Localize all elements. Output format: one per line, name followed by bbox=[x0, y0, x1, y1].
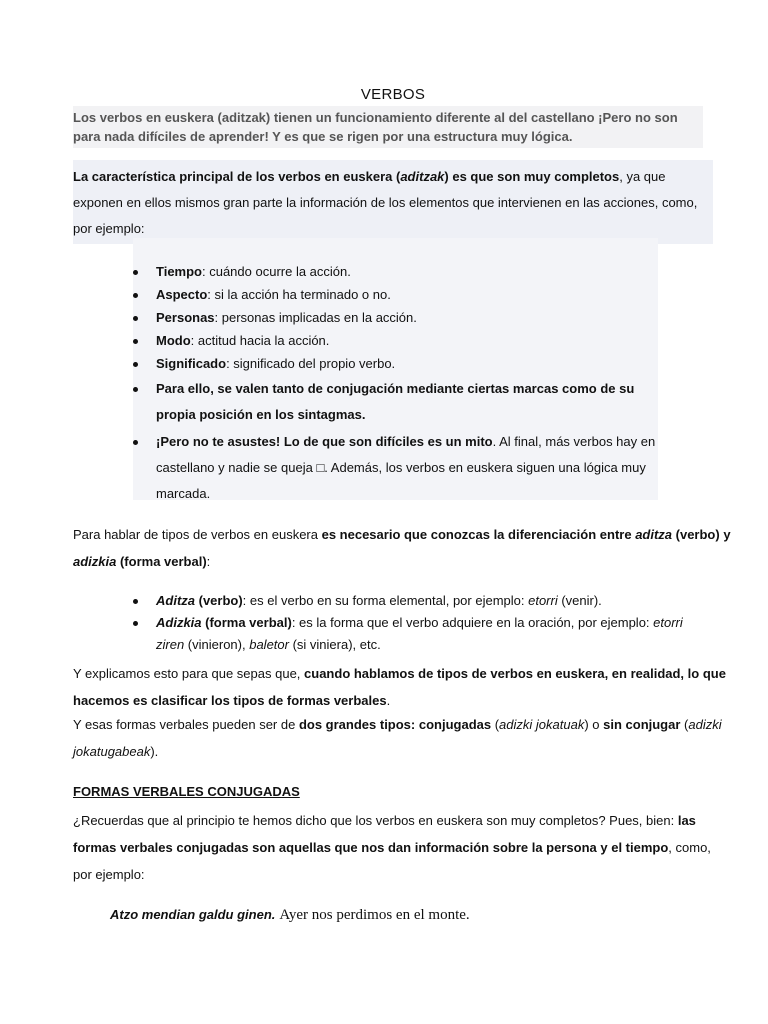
types-intro-bold-2: (verbo) y bbox=[672, 527, 731, 542]
types-intro-paragraph bbox=[73, 521, 733, 575]
definition-text: : es la forma que el verbo adquiere en la oración, por ejemplo: bbox=[291, 615, 654, 630]
conjugated-text: ¿Recuerdas que al principio te hemos dicho que los verbos en euskera son muy completos? Pues, bien: bbox=[73, 813, 678, 828]
definition-example: etorri ziren bbox=[156, 615, 683, 652]
features-list bbox=[133, 260, 658, 507]
two-types-paragraph bbox=[73, 711, 728, 765]
term-adizki-jokatuak: adizki jokatuak bbox=[499, 717, 585, 732]
characteristic-bold-2: ) es que son muy completos bbox=[444, 169, 620, 184]
list-item bbox=[133, 428, 658, 507]
conjugated-bold: las formas verbales conjugadas son aquellas que nos dan información sobre la persona y el tiempo bbox=[73, 813, 696, 855]
list-item bbox=[133, 283, 658, 306]
definition-translation: (venir). bbox=[557, 593, 602, 608]
definition-term: Aditza bbox=[156, 593, 195, 608]
two-types-text: Y esas formas verbales pueden ser de bbox=[73, 717, 299, 732]
definition-label: (verbo) bbox=[195, 593, 243, 608]
types-intro-bold: es necesario que conozcas la diferenciación entre bbox=[321, 527, 636, 542]
feature-text: : personas implicadas en la acción. bbox=[214, 310, 417, 325]
term-aditzak: aditzak bbox=[400, 169, 445, 184]
term-adizki-jokatugabeak: adizki jokatugabeak bbox=[73, 717, 722, 759]
feature-term: Significado bbox=[156, 356, 227, 371]
feature-text: : si la acción ha terminado o no. bbox=[207, 287, 391, 302]
feature-text: : actitud hacia la acción. bbox=[190, 333, 330, 348]
two-types-bold: dos grandes tipos: conjugadas bbox=[298, 717, 492, 732]
term-adizkia: adizkia bbox=[73, 554, 117, 569]
types-intro-bold-3: (forma verbal) bbox=[116, 554, 207, 569]
list-item bbox=[133, 260, 658, 283]
feature-note-1: Para ello, se valen tanto de conjugación mediante ciertas marcas como de su propia posición en los sintagmas. bbox=[156, 381, 635, 422]
example-dot: . bbox=[271, 907, 276, 922]
paren-close: ). bbox=[150, 744, 159, 759]
characteristic-paragraph bbox=[73, 160, 713, 244]
two-types-or: ) o bbox=[584, 717, 604, 732]
definition-label: (forma verbal) bbox=[201, 615, 292, 630]
feature-text: : significado del propio verbo. bbox=[226, 356, 396, 371]
list-item bbox=[133, 329, 658, 352]
explain-text: Y explicamos esto para que sepas que, bbox=[73, 666, 305, 681]
definition-term: Adizkia bbox=[156, 615, 202, 630]
explain-paragraph bbox=[73, 660, 733, 714]
feature-text: : cuándo ocurre la acción. bbox=[202, 264, 351, 279]
features-box bbox=[133, 238, 658, 500]
list-item bbox=[133, 352, 658, 375]
feature-term: Modo bbox=[156, 333, 191, 348]
section-heading: FORMAS VERBALES CONJUGADAS bbox=[73, 784, 300, 799]
paren-open-2: ( bbox=[680, 717, 689, 732]
example-sentence bbox=[110, 906, 470, 924]
characteristic-bold-1: La característica principal de los verbos en euskera ( bbox=[73, 169, 401, 184]
definitions-list bbox=[133, 590, 693, 656]
list-item bbox=[133, 612, 693, 656]
definition-text: : es el verbo en su forma elemental, por ejemplo: bbox=[242, 593, 529, 608]
types-intro-text: Para hablar de tipos de verbos en euskera bbox=[73, 527, 322, 542]
types-intro-colon: : bbox=[206, 554, 211, 569]
definition-example: etorri bbox=[528, 593, 558, 608]
list-item bbox=[133, 590, 693, 612]
conjugated-paragraph bbox=[73, 807, 723, 888]
term-aditza: aditza bbox=[635, 527, 673, 542]
example-basque: Atzo mendian galdu ginen bbox=[110, 907, 272, 922]
definition-translation-2: (si viniera), etc. bbox=[288, 637, 381, 652]
intro-paragraph: Los verbos en euskera (aditzak) tienen un funcionamiento diferente al del castellano ¡Pero no son para nada difíciles de aprender! Y es que se rigen por una estructura muy lógica. bbox=[73, 106, 703, 148]
feature-term: Tiempo bbox=[156, 264, 202, 279]
definition-translation: (vinieron), bbox=[184, 637, 250, 652]
feature-term: Aspecto bbox=[156, 287, 208, 302]
list-item bbox=[133, 306, 658, 329]
paren-open: ( bbox=[491, 717, 500, 732]
explain-period: . bbox=[386, 693, 391, 708]
conjugated-text-2: , como, por ejemplo: bbox=[73, 840, 711, 882]
example-spanish: Ayer nos perdimos en el monte. bbox=[279, 907, 470, 923]
feature-note-2-bold: ¡Pero no te asustes! Lo de que son difíciles es un mito bbox=[156, 434, 493, 449]
explain-bold: cuando hablamos de tipos de verbos en euskera, en realidad, lo que hacemos es clasificar los tipos de formas verbales bbox=[73, 666, 726, 708]
page-title: VERBOS bbox=[360, 86, 426, 103]
characteristic-text: , ya que exponen en ellos mismos gran parte la información de los elementos que intervienen en las acciones, como, por ejemplo: bbox=[73, 169, 698, 236]
feature-note-2-text: . Al final, más verbos hay en castellano y nadie se queja □. Además, los verbos en euskera siguen una lógica muy marcada. bbox=[156, 434, 656, 501]
two-types-bold-2: sin conjugar bbox=[603, 717, 681, 732]
list-item bbox=[133, 375, 658, 428]
feature-term: Personas bbox=[156, 310, 215, 325]
definition-example-2: baletor bbox=[249, 637, 289, 652]
